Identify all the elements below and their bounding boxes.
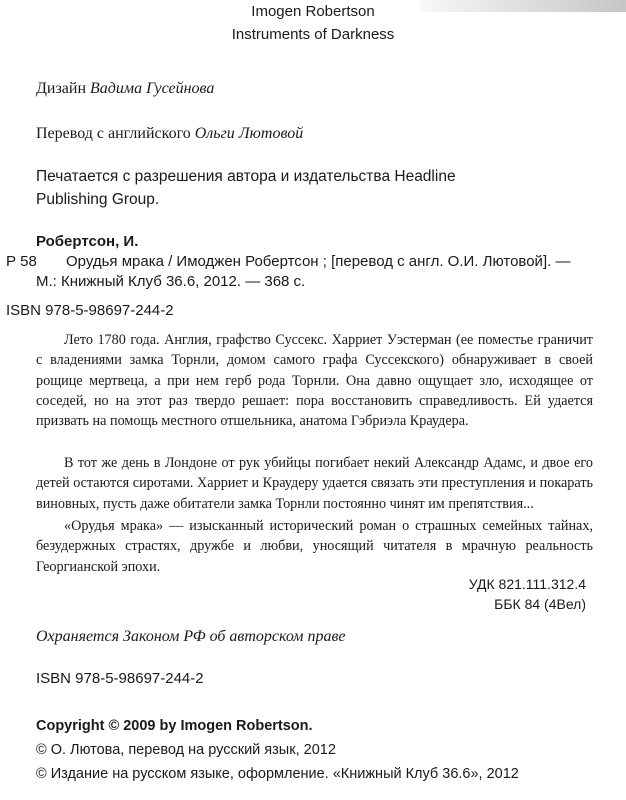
- annotation-paragraph-2: В тот же день в Лондоне от рук убийцы погибает некий Александр Адамс, и двое его детей остаются сиротами. Харриет и Краудеру удается связать эти преступления и покарать виновных, пусть даже обитатели замка Торнли постоянно чинят им препятствия...: [36, 455, 593, 512]
- permission-line-1: Печатается с разрешения автора и издательства Headline: [36, 168, 456, 185]
- translator-name: Ольги Лютовой: [194, 125, 304, 142]
- catalog-code: Р 58: [6, 253, 37, 270]
- annotation-paragraph-1: Лето 1780 года. Англия, графство Суссекс. Харриет Уэстерман (ее поместье граничит с владениями замка Торнли, домом самого графа Суссекского) обнаруживает в своей рощице мертвеца, а при нем герб рода Торнли. Она давно ощущает зло, исходящее от соседей, но на этот раз твердо решает: пора восстановить справедливость. Ей удается призвать на помощь местного отшельника, анатома Гэбриэла Краудера.: [36, 332, 593, 430]
- copyright-original: Copyright © 2009 by Imogen Robertson.: [36, 718, 313, 734]
- rights-isbn: ISBN 978-5-98697-244-2: [36, 670, 204, 687]
- copyright-protection-notice: Охраняется Законом РФ об авторском праве: [36, 628, 346, 645]
- design-credit: [36, 80, 214, 98]
- original-title: Instruments of Darkness: [231, 26, 395, 43]
- translation-prefix: Перевод с английского: [36, 125, 191, 142]
- catalog-entry-line-1: Орудья мрака / Имоджен Робертсон ; [перевод с англ. О.И. Лютовой]. —: [66, 253, 571, 270]
- catalog-author-heading: Робертсон, И.: [36, 233, 139, 250]
- copyright-translation: © О. Лютова, перевод на русский язык, 2012: [36, 742, 336, 758]
- permission-line-2: Publishing Group.: [36, 191, 160, 208]
- copyright-edition: © Издание на русском языке, оформление. «Книжный Клуб 36.6», 2012: [36, 766, 519, 782]
- catalog-isbn: ISBN 978-5-98697-244-2: [6, 302, 174, 319]
- bbk-code: ББК 84 (4Вел): [494, 596, 586, 612]
- catalog-entry-line-2: М.: Книжный Клуб 36.6, 2012. — 368 с.: [36, 273, 306, 290]
- translation-credit: [36, 125, 303, 143]
- annotation-paragraph-3: «Орудья мрака» — изысканный исторический роман о страшных семейных тайнах, безудержных страстях, дружбе и любви, уносящий читателя в мрачную реальность Георгианской эпохи.: [36, 518, 593, 575]
- original-author: Imogen Robertson: [251, 3, 375, 20]
- design-prefix: Дизайн: [36, 80, 87, 97]
- designer-name: Вадима Гусейнова: [90, 80, 215, 97]
- udk-code: УДК 821.111.312.4: [468, 576, 586, 592]
